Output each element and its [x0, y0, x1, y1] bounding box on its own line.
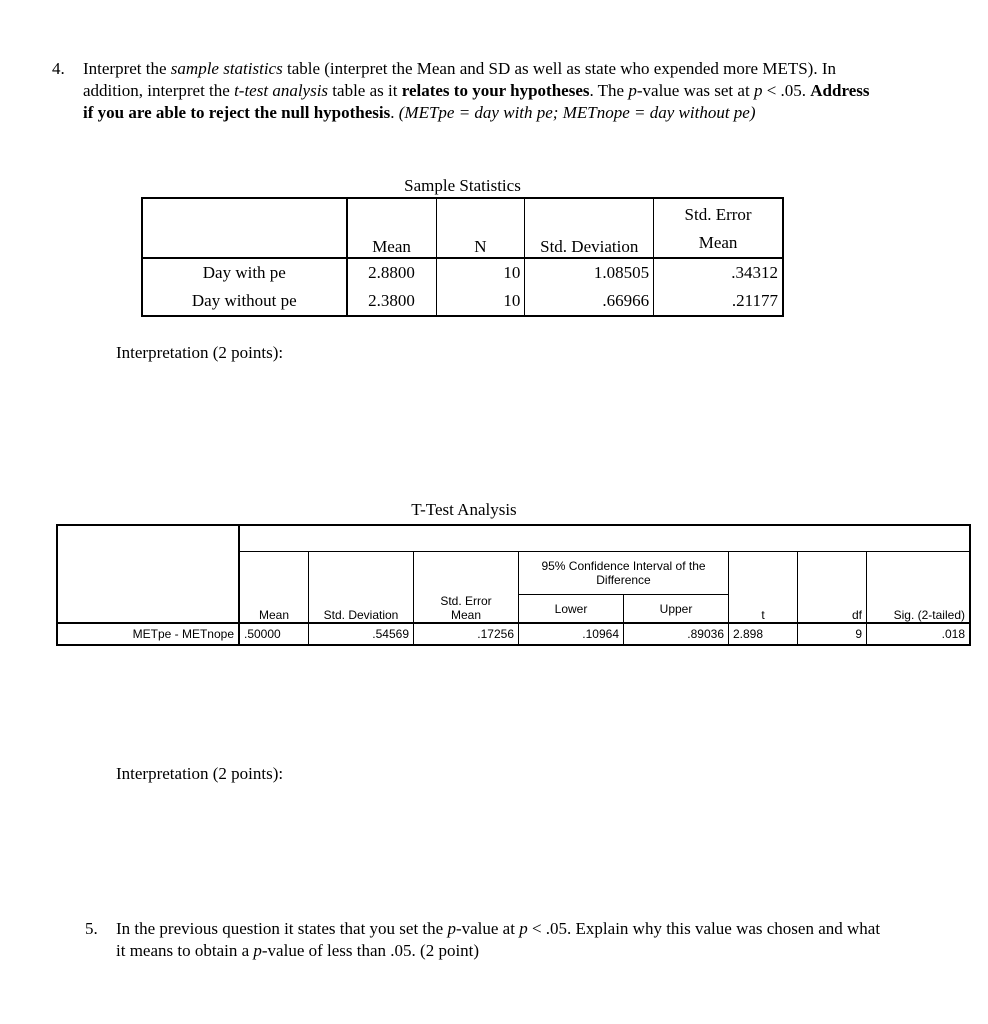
header-sd: Std. Deviation — [309, 552, 414, 624]
header-n: N — [436, 198, 525, 258]
q5-part: In the previous question it states that you set the — [116, 919, 448, 938]
row-mean: 2.3800 — [347, 287, 436, 316]
q5-part: p — [253, 941, 262, 960]
q5-part: p — [519, 919, 528, 938]
q4-part: . — [390, 103, 399, 122]
row-upper: .89036 — [624, 623, 729, 645]
table-row — [57, 623, 970, 645]
header-df: df — [798, 552, 867, 624]
interpretation-label-1: Interpretation (2 points): — [116, 343, 284, 362]
q4-part: sample statistics — [170, 59, 283, 78]
ttest-table — [56, 524, 971, 646]
row-n: 10 — [436, 287, 525, 316]
header-se-line1: Std. Error — [684, 205, 752, 224]
q4-part: table (interpret the Mean and SD as well as state who expended more METS). In addition, interpret the — [83, 59, 836, 100]
sample-statistics-caption: Sample Statistics — [404, 176, 521, 195]
q4-part: Interpret the — [83, 59, 171, 78]
row-se: .34312 — [654, 258, 783, 287]
header-group-blank — [239, 525, 970, 552]
header-blank — [142, 198, 347, 258]
row-sd: 1.08505 — [525, 258, 654, 287]
row-df: 9 — [798, 623, 867, 645]
q4-part: . The — [589, 81, 629, 100]
q4-part: table as it — [328, 81, 402, 100]
header-se-line2: Mean — [450, 608, 482, 622]
row-t: 2.898 — [729, 623, 798, 645]
q4-part: Address if you are able to reject the null hypothesis — [83, 81, 870, 122]
header-sd: Std. Deviation — [525, 198, 654, 258]
header-se — [654, 198, 783, 258]
header-mean: Mean — [347, 198, 436, 258]
q5-part: -value of less than .05. (2 point) — [261, 941, 480, 960]
row-label: Day with pe — [202, 263, 286, 282]
question-4-text — [83, 58, 873, 124]
q4-part: p — [628, 81, 637, 100]
q4-part: t-test analysis — [234, 81, 329, 100]
header-sig: Sig. (2-tailed) — [867, 552, 971, 624]
header-upper: Upper — [624, 595, 729, 624]
q5-part: < .05. Explain why this value was chosen and what it means to obtain a — [116, 919, 881, 960]
q5-part: -value at — [455, 919, 520, 938]
q5-part: p — [447, 919, 456, 938]
sample-statistics-table — [141, 197, 784, 317]
header-se-line1: Std. Error — [440, 594, 492, 608]
q4-part: (METpe = day with pe; METnope = day without pe) — [398, 103, 756, 122]
row-label: METpe - METnope — [132, 627, 234, 641]
header-t: t — [729, 552, 798, 624]
row-sig: .018 — [867, 623, 971, 645]
header-mean: Mean — [239, 552, 309, 624]
table-row — [142, 258, 783, 287]
header-se-line2: Mean — [698, 233, 738, 252]
interpretation-label-2: Interpretation (2 points): — [116, 764, 284, 783]
q4-part: -value was set at — [636, 81, 754, 100]
header-se — [414, 552, 519, 624]
header-blank — [57, 525, 239, 623]
row-mean: .50000 — [239, 623, 309, 645]
header-ci-group: 95% Confidence Interval of the Difference — [519, 552, 729, 595]
row-sd: .54569 — [309, 623, 414, 645]
row-sd: .66966 — [525, 287, 654, 316]
row-se: .17256 — [414, 623, 519, 645]
header-lower: Lower — [519, 595, 624, 624]
question-5-text — [116, 918, 886, 962]
row-lower: .10964 — [519, 623, 624, 645]
ttest-caption: T-Test Analysis — [411, 500, 517, 519]
q4-part: p — [753, 81, 763, 100]
row-label: Day without pe — [191, 291, 297, 310]
row-n: 10 — [436, 258, 525, 287]
row-mean: 2.8800 — [347, 258, 436, 287]
ttest-header-row-1 — [57, 525, 970, 552]
table-header-row — [142, 198, 783, 258]
question-4-number: 4. — [52, 59, 65, 78]
row-se: .21177 — [654, 287, 783, 316]
q4-part: < .05. — [762, 81, 811, 100]
table-row — [142, 287, 783, 316]
question-5-number: 5. — [85, 919, 98, 938]
q4-part: relates to your hypotheses — [401, 81, 590, 100]
